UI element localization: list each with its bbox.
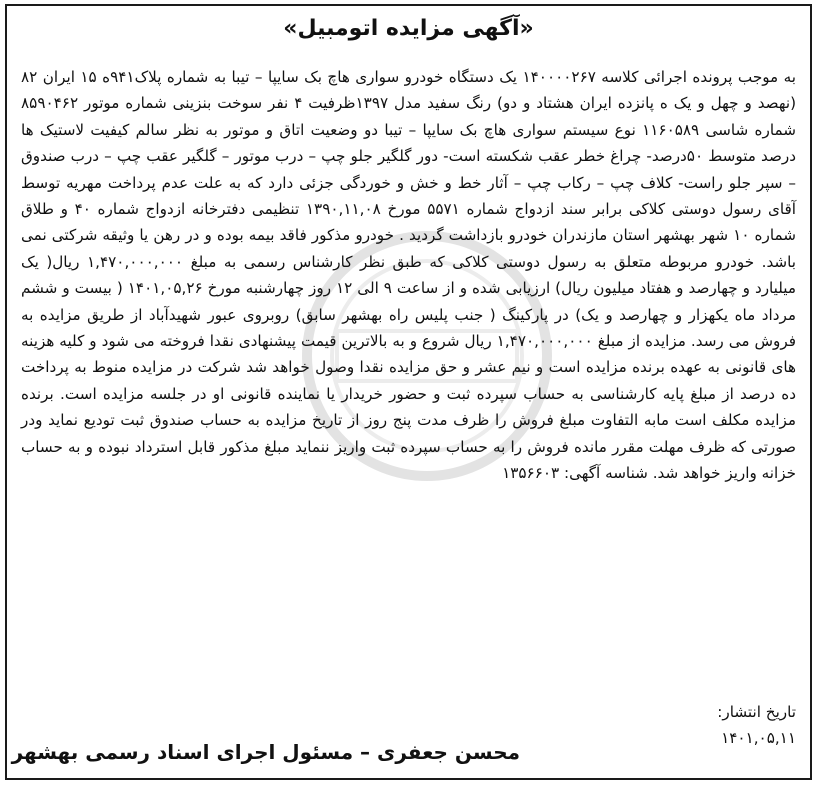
- notice-frame: [5, 4, 812, 780]
- notice-body: به موجب پرونده اجرائی کلاسه ۱۴۰۰۰۰۲۶۷ یک دستگاه خودرو سواری هاچ بک سایپا – تیبا به شماره پلاک۹۴۱ه ۱۵ ایران ۸۲ (نهصد و چهل و یک ه پانزده ایران هشتاد و دو) رنگ سفید مدل ۱۳۹۷ظرفیت ۴ نفر سوخت بنزینی شماره موتور ۸۵۹۰۴۶۲ شماره شاسی ۱۱۶۰۵۸۹ نوع سیستم سواری هاچ بک سایپا – تیبا دو وضعیت اتاق و موتور به نظر سالم کیفیت لاستیک ها درصد متوسط ۵۰درصد- چراغ خطر عقب شکسته است- دور گلگیر جلو چپ – درب موتور – گلگیر عقب چپ – درب صندوق – سپر جلو راست- کلاف چپ – رکاب چپ – آثار خط و خش و خوردگی جزئی دارد که به علت عدم پرداخت مهریه توسط آقای رسول دوستی کلاکی برابر سند ازدواج شماره ۵۵۷۱ مورخ ۱۳۹۰,۱۱,۰۸ تنظیمی دفترخانه ازدواج شماره ۴۰ و طلاق شماره ۱۰ شهر بهشهر استان مازندران خودرو بازداشت گردید . خودرو مذکور فاقد بیمه بوده و در رهن یا وثیقه شرکتی نمی باشد. خودرو مربوطه متعلق به رسول دوستی کلاکی که طبق نظر کارشناس رسمی به مبلغ ۱,۴۷۰,۰۰۰,۰۰۰ ریال( یک میلیارد و چهارصد و هفتاد میلیون ریال) ارزیابی شده و از ساعت ۹ الی ۱۲ روز چهارشنبه مورخ ۱۴۰۱,۰۵,۲۶ ( بیست و ششم مرداد ماه یکهزار و چهارصد و یک) در پارکینگ ( جنب پلیس راه بهشهر سابق) روبروی عبور شهیدآباد از طریق مزایده به فروش می رسد. مزایده از مبلغ ۱,۴۷۰,۰۰۰,۰۰۰ ریال شروع و به بالاترین قیمت پیشنهادی نقدا فروخته می شود و کلیه هزینه های قانونی به عهده برنده مزایده است و نیم عشر و حق مزایده نقدا وصول خواهد شد شرکت در مزایده منوط به پرداخت ده درصد از مبلغ پایه کارشناسی به حساب سپرده ثبت و حضور خریدار یا نماینده قانونی او در جلسه مزایده است. برنده مزایده مکلف است مابه التفاوت مبلغ فروش را ظرف مدت پنج روز از تاریخ مزایده به حساب صندوق ثبت تودیع نماید ودر صورتی که ظرف مهلت مقرر مانده فروش را به حساب سپرده ثبت واریز ننماید مبلغ مذکور قابل استرداد نبوده و به حساب خزانه واریز خواهد شد. شناسه آگهی: ۱۳۵۶۶۰۳: [21, 68, 797, 483]
- publication-label: تاریخ انتشار:: [717, 703, 796, 721]
- signature: [7, 740, 810, 764]
- signature-text: محسن جعفری – مسئول اجرای اسناد رسمی بهشهر: [11, 740, 520, 764]
- publication-date: ۱۴۰۱,۰۵,۱۱: [721, 729, 796, 747]
- notice-title: «آگهی مزایده اتومبیل»: [283, 16, 534, 41]
